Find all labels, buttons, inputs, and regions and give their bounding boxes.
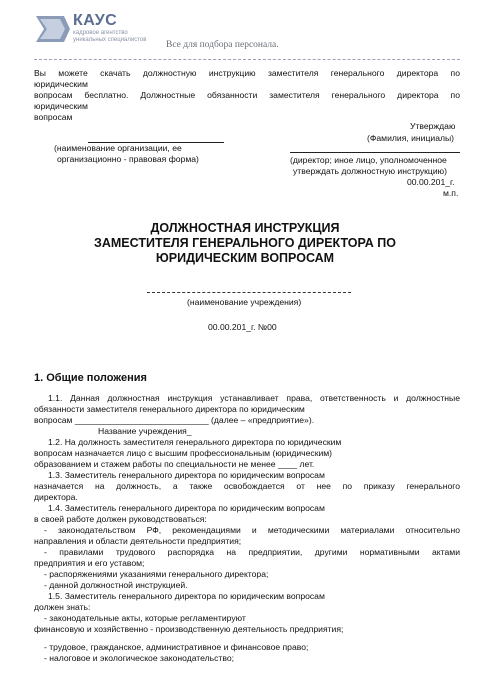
body-line: вопросам ____________________________ (далее – «предприятие»). bbox=[34, 415, 315, 425]
doc-title: ДОЛЖНОСТНАЯ ИНСТРУКЦИЯ bbox=[150, 221, 340, 235]
section-heading: 1. Общие положения bbox=[34, 372, 147, 384]
institution-hint: (наименование учреждения) bbox=[187, 297, 302, 307]
body-line: обязанности заместителя генерального директора по юридическим bbox=[34, 404, 305, 414]
approve-label: Утверждаю bbox=[410, 121, 456, 131]
signer-hint: утверждать должностную инструкцию) bbox=[293, 166, 447, 176]
body-line: - данной должностной инструкцией. bbox=[44, 580, 188, 590]
institution-line bbox=[147, 292, 351, 293]
intro-line: юридическим bbox=[34, 101, 88, 111]
org-hint: (наименование организации, ее bbox=[54, 143, 182, 153]
body-line: должен знать: bbox=[34, 602, 91, 612]
body-line: предприятия и его уставом; bbox=[34, 558, 145, 568]
name-hint: (Фамилия, инициалы) bbox=[367, 133, 455, 143]
logo-mark-icon bbox=[34, 14, 70, 44]
doc-title: ЮРИДИЧЕСКИМ ВОПРОСАМ bbox=[155, 251, 335, 265]
body-line: - распоряжениями указаниями генерального директора; bbox=[44, 569, 269, 579]
body-line: 1.1. Данная должностная инструкция устанавливает права, ответственность и должностные bbox=[48, 393, 460, 403]
body-line: 1.5. Заместитель генерального директора по юридическим вопросам bbox=[48, 591, 325, 601]
body-line: 1.4. Заместитель генерального директора по юридическим вопросам bbox=[48, 503, 325, 513]
body-line: 1.3. Заместитель генерального директора по юридическим вопросам bbox=[48, 470, 325, 480]
intro-line: юридическим bbox=[34, 79, 88, 89]
body-line: - правилами трудового распорядка на предприятии, другими нормативными актами bbox=[44, 547, 460, 557]
logo-subtitle bbox=[73, 30, 146, 44]
intro-line: вопросам бесплатно. Должностные обязанности заместителя генерального директора по bbox=[34, 90, 460, 100]
body-line: - налоговое и экологическое законодательство; bbox=[44, 653, 234, 663]
signer-hint: (директор; иное лицо, уполномоченное bbox=[290, 155, 447, 165]
body-line: образованием и стажем работы по специальности не менее ____ лет. bbox=[34, 459, 315, 469]
logo-subtitle-line: кадровое агентство bbox=[73, 30, 128, 36]
body-line: направления и области деятельности предприятия; bbox=[34, 536, 242, 546]
body-line: 1.2. На должность заместителя генерального директора по юридическим bbox=[48, 437, 342, 447]
logo bbox=[34, 10, 184, 52]
logo-subtitle-line: уникальных специалистов bbox=[73, 37, 147, 43]
body-line: Название учреждения_ bbox=[98, 426, 192, 436]
header-divider bbox=[34, 59, 460, 60]
body-line: директора. bbox=[34, 492, 78, 502]
body-line: вопросам назначается лицо с высшим профессиональным (юридическим) bbox=[34, 448, 333, 458]
body-line: - трудовое, гражданское, административное и финансовое право; bbox=[44, 642, 309, 652]
intro-line: вопросам bbox=[34, 112, 73, 122]
org-hint: организационно - правовая форма) bbox=[57, 154, 199, 164]
stamp-place: м.п. bbox=[443, 188, 459, 198]
intro-line: Вы можете скачать должностную инструкцию заместителя генерального директора по bbox=[34, 68, 460, 78]
body-line: в своей работе должен руководствоваться: bbox=[34, 514, 207, 524]
body-line: - законодательные акты, которые регламентируют bbox=[44, 613, 246, 623]
doc-title: ЗАМЕСТИТЕЛЯ ГЕНЕРАЛЬНОГО ДИРЕКТОРА ПО bbox=[94, 236, 396, 250]
approval-date: 00.00.201_г. bbox=[407, 177, 455, 187]
body-line: финансовую и хозяйственно - производственную деятельность предприятия; bbox=[34, 624, 344, 634]
logo-title: КАУС bbox=[73, 12, 118, 29]
header-tagline: Все для подбора персонала. bbox=[166, 40, 279, 50]
doc-date-number: 00.00.201_г. №00 bbox=[208, 322, 277, 332]
body-line: назначается на должность, а также освобождается от нее по приказу генерального bbox=[34, 481, 460, 491]
signer-line bbox=[290, 152, 460, 153]
body-line: - законодательством РФ, рекомендациями и методическими материалами относительно bbox=[44, 525, 460, 535]
